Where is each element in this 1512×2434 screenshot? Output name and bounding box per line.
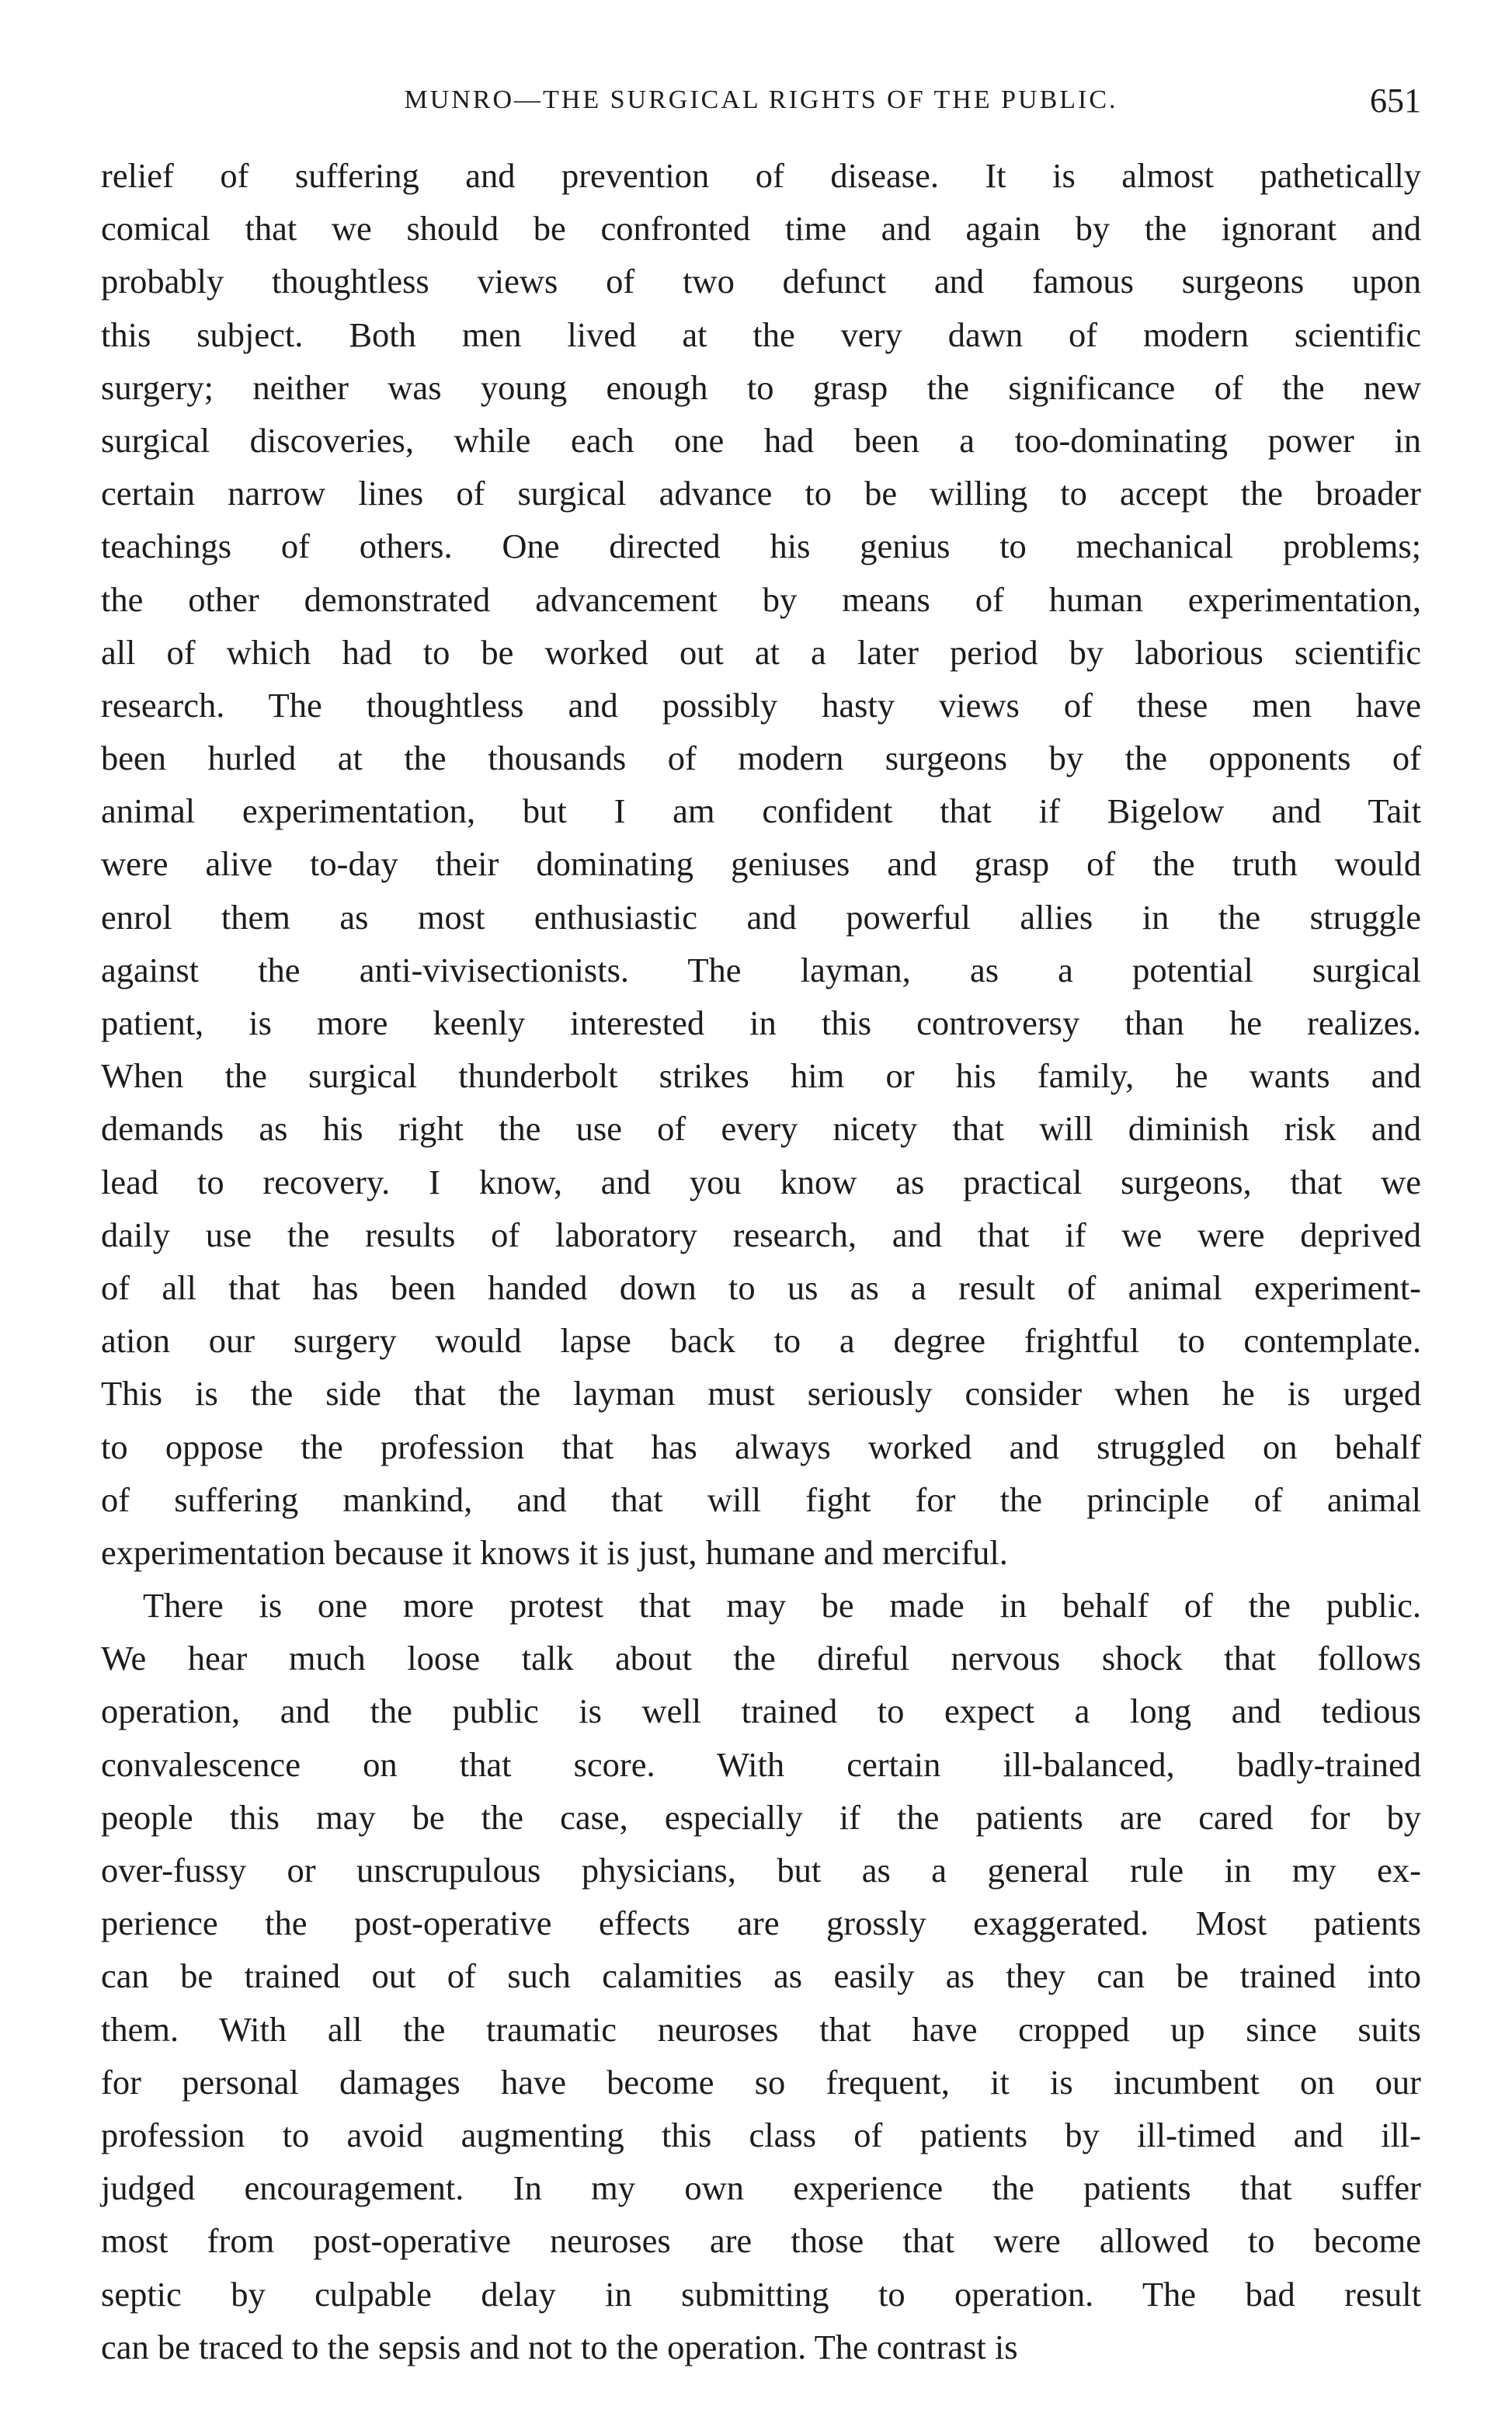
text-line: profession to avoid augmenting this class of patients by ill-timed and ill- [101, 2115, 1421, 2154]
text-line: research. The thoughtless and possibly hasty views of these men have [101, 685, 1421, 725]
text-line: against the anti-vivisectionists. The layman, as a potential surgical [101, 950, 1421, 989]
text-line: most from post-operative neuroses are those that were allowed to become [101, 2221, 1421, 2261]
text-line: comical that we should be confronted time and again by the ignorant and [101, 209, 1421, 249]
text-line: surgery; neither was young enough to grasp the significance of the new [101, 367, 1421, 407]
text-line: animal experimentation, but I am confident that if Bigelow and Tait [101, 791, 1421, 831]
text-line: for personal damages have become so frequent, it is incumbent on our [101, 2062, 1421, 2102]
text-line: the other demonstrated advancement by means of human experimentation, [101, 579, 1421, 619]
text-line: perience the post-operative effects are grossly exaggerated. Most patients [101, 1904, 1421, 1943]
text-line: to oppose the profession that has always worked and struggled on behalf [101, 1427, 1421, 1466]
text-line: septic by culpable delay in submitting to operation. The bad result [101, 2274, 1421, 2314]
text-line: experimentation because it knows it is just, humane and merciful. [101, 1532, 1008, 1572]
text-line: lead to recovery. I know, and you know as practical surgeons, that we [101, 1162, 1421, 1201]
text-line: certain narrow lines of surgical advance to be willing to accept the broader [101, 474, 1421, 513]
text-line: this subject. Both men lived at the very dawn of modern scientific [101, 315, 1421, 354]
text-line: enrol them as most enthusiastic and powerful allies in the struggle [101, 897, 1421, 937]
text-line: been hurled at the thousands of modern surgeons by the opponents of [101, 739, 1421, 778]
text-line: all of which had to be worked out at a later period by laborious scientific [101, 632, 1421, 672]
text-line: relief of suffering and prevention of disease. It is almost pathetically [101, 156, 1421, 195]
text-line: This is the side that the layman must seriously consider when he is urged [101, 1374, 1421, 1413]
page-number: 651 [1370, 82, 1421, 120]
text-line: can be traced to the sepsis and not to the operation. The contrast is [101, 2327, 1018, 2366]
text-line: patient, is more keenly interested in this controversy than he realizes. [101, 1003, 1421, 1042]
text-line: probably thoughtless views of two defunct and famous surgeons upon [101, 262, 1421, 301]
text-line: over-fussy or unscrupulous physicians, but as a general rule in my ex- [101, 1851, 1421, 1890]
text-line: convalescence on that score. With certain ill-balanced, badly-trained [101, 1744, 1421, 1784]
text-line: ation our surgery would lapse back to a degree frightful to contemplate. [101, 1321, 1421, 1361]
text-line: of all that has been handed down to us as a result of animal experiment- [101, 1267, 1421, 1307]
book-page [101, 78, 1421, 2377]
text-line: We hear much loose talk about the direful nervous shock that follows [101, 1639, 1421, 1678]
text-line: were alive to-day their dominating geniuses and grasp of the truth would [101, 844, 1421, 884]
text-line: There is one more protest that may be made in behalf of the public. [143, 1586, 1421, 1626]
text-line: When the surgical thunderbolt strikes him or his family, he wants and [101, 1056, 1421, 1096]
text-line: people this may be the case, especially if the patients are cared for by [101, 1797, 1421, 1837]
running-header [101, 78, 1421, 124]
text-line: operation, and the public is well trained to expect a long and tedious [101, 1692, 1421, 1731]
paragraph-1 [101, 149, 1421, 1579]
text-line: daily use the results of laboratory research, and that if we were deprived [101, 1215, 1421, 1254]
text-line: surgical discoveries, while each one had been a too-dominating power in [101, 420, 1421, 460]
text-line: them. With all the traumatic neuroses that have cropped up since suits [101, 2009, 1421, 2049]
text-line: teachings of others. One directed his genius to mechanical problems; [101, 527, 1421, 566]
text-line: can be trained out of such calamities as easily as they can be trained into [101, 1956, 1421, 1996]
paragraph-2 [101, 1579, 1421, 2373]
text-line: of suffering mankind, and that will fight for the principle of animal [101, 1480, 1421, 1519]
running-title: MUNRO—THE SURGICAL RIGHTS OF THE PUBLIC. [404, 85, 1118, 114]
text-line: judged encouragement. In my own experience the patients that suffer [101, 2168, 1421, 2208]
text-line: demands as his right the use of every nicety that will diminish risk and [101, 1109, 1421, 1149]
